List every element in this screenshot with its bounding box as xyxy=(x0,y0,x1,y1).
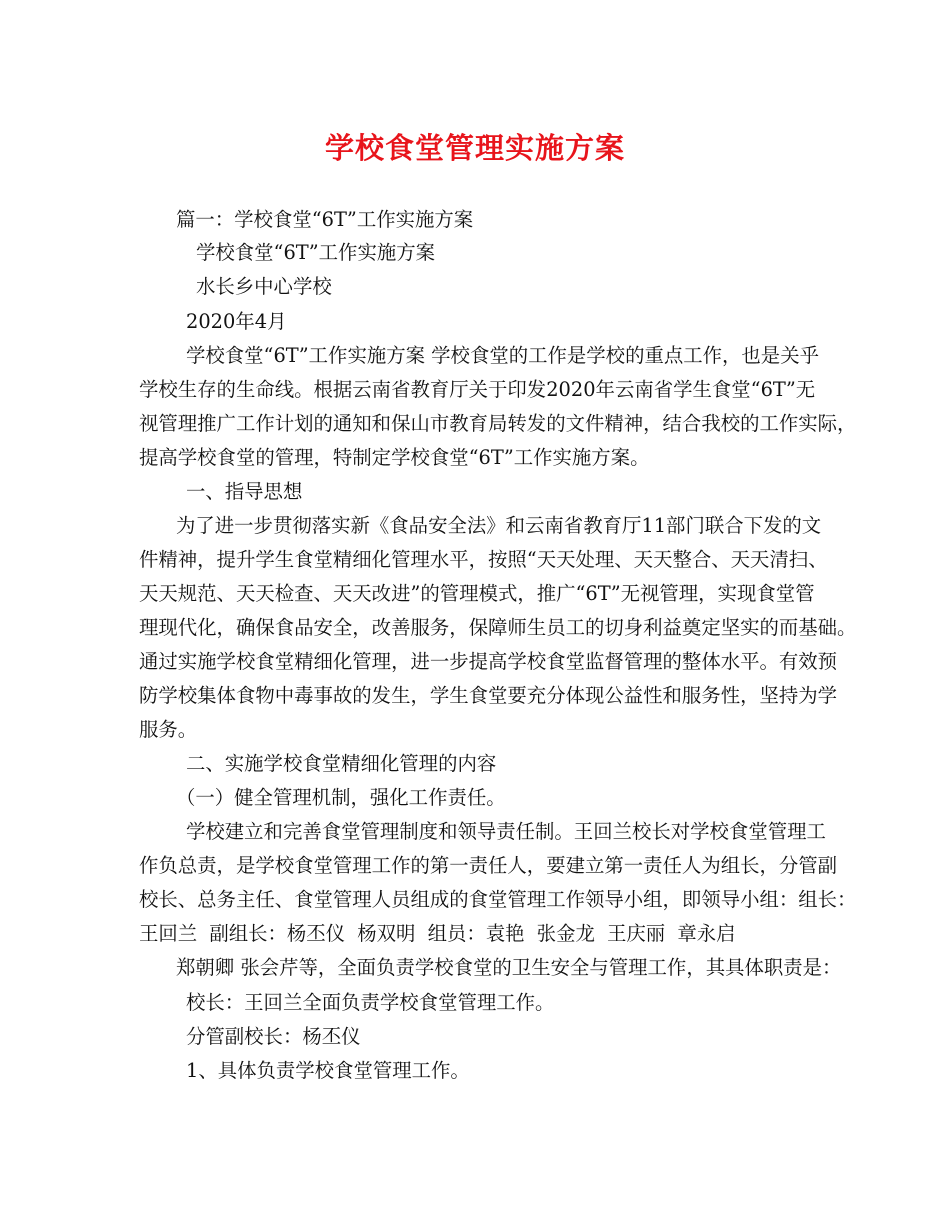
section-heading: 二、实施学校食堂精细化管理的内容 xyxy=(186,752,497,775)
paragraph-line: 理现代化，确保食品安全，改善服务，保障师生员工的切身利益奠定坚实的而基础。 xyxy=(139,616,857,639)
subtitle: 学校食堂“6T”工作实施方案 xyxy=(196,241,436,264)
document-title: 学校食堂管理实施方案 xyxy=(324,131,625,165)
paragraph-line: 郑朝卿 张会芹等，全面负责学校食堂的卫生安全与管理工作，其具体职责是： xyxy=(176,956,842,979)
paragraph-line: 学校建立和完善食堂管理制度和领导责任制。王回兰校长对学校食堂管理工 xyxy=(186,820,826,843)
document-date: 2020年4月 xyxy=(186,310,287,333)
paragraph-line: 服务。 xyxy=(139,718,198,741)
paragraph-line: 件精神，提升学生食堂精细化管理水平，按照“天天处理、天天整合、天天清扫、 xyxy=(139,548,828,571)
paragraph-line: 作负总责，是学校食堂管理工作的第一责任人，要建立第一责任人为组长，分管副 xyxy=(139,854,838,877)
paragraph-line: 视管理推广工作计划的通知和保山市教育局转发的文件精神，结合我校的工作实际， xyxy=(139,412,857,435)
paragraph-line: 天天规范、天天检查、天天改进”的管理模式，推广“6T”无视管理，实现食堂管 xyxy=(139,582,815,605)
section-heading: 一、指导思想 xyxy=(186,480,303,503)
paragraph-line: 通过实施学校食堂精细化管理，进一步提高学校食堂监督管理的整体水平。有效预 xyxy=(139,650,838,673)
paragraph-line: 为了进一步贯彻落实新《食品安全法》和云南省教育厅11部门联合下发的文 xyxy=(176,514,822,537)
paragraph-line: 学校食堂“6T”工作实施方案 学校食堂的工作是学校的重点工作，也是关乎 xyxy=(186,344,819,367)
paragraph-line: 校长：王回兰全面负责学校食堂管理工作。 xyxy=(186,991,555,1014)
paragraph-line: 学校生存的生命线。根据云南省教育厅关于印发2020年云南省学生食堂“6T”无 xyxy=(139,378,816,401)
paragraph-line: 王回兰 副组长：杨丕仪 杨双明 组员：袁艳 张金龙 王庆丽 章永启 xyxy=(139,922,736,945)
paragraph-line: 提高学校食堂的管理，特制定学校食堂“6T”工作实施方案。 xyxy=(139,446,650,469)
paragraph-line: 分管副校长：杨丕仪 xyxy=(186,1025,361,1048)
subsection-heading: （一）健全管理机制，强化工作责任。 xyxy=(176,786,506,809)
school-name: 水长乡中心学校 xyxy=(196,275,332,298)
paragraph-line: 校长、总务主任、食堂管理人员组成的食堂管理工作领导小组，即领导小组：组长： xyxy=(139,888,857,911)
list-item: 1、具体负责学校食堂管理工作。 xyxy=(186,1059,470,1082)
paragraph-line: 防学校集体食物中毒事故的发生，学生食堂要充分体现公益性和服务性，坚持为学 xyxy=(139,684,838,707)
section-heading-part-one: 篇一：学校食堂“6T”工作实施方案 xyxy=(176,208,474,231)
